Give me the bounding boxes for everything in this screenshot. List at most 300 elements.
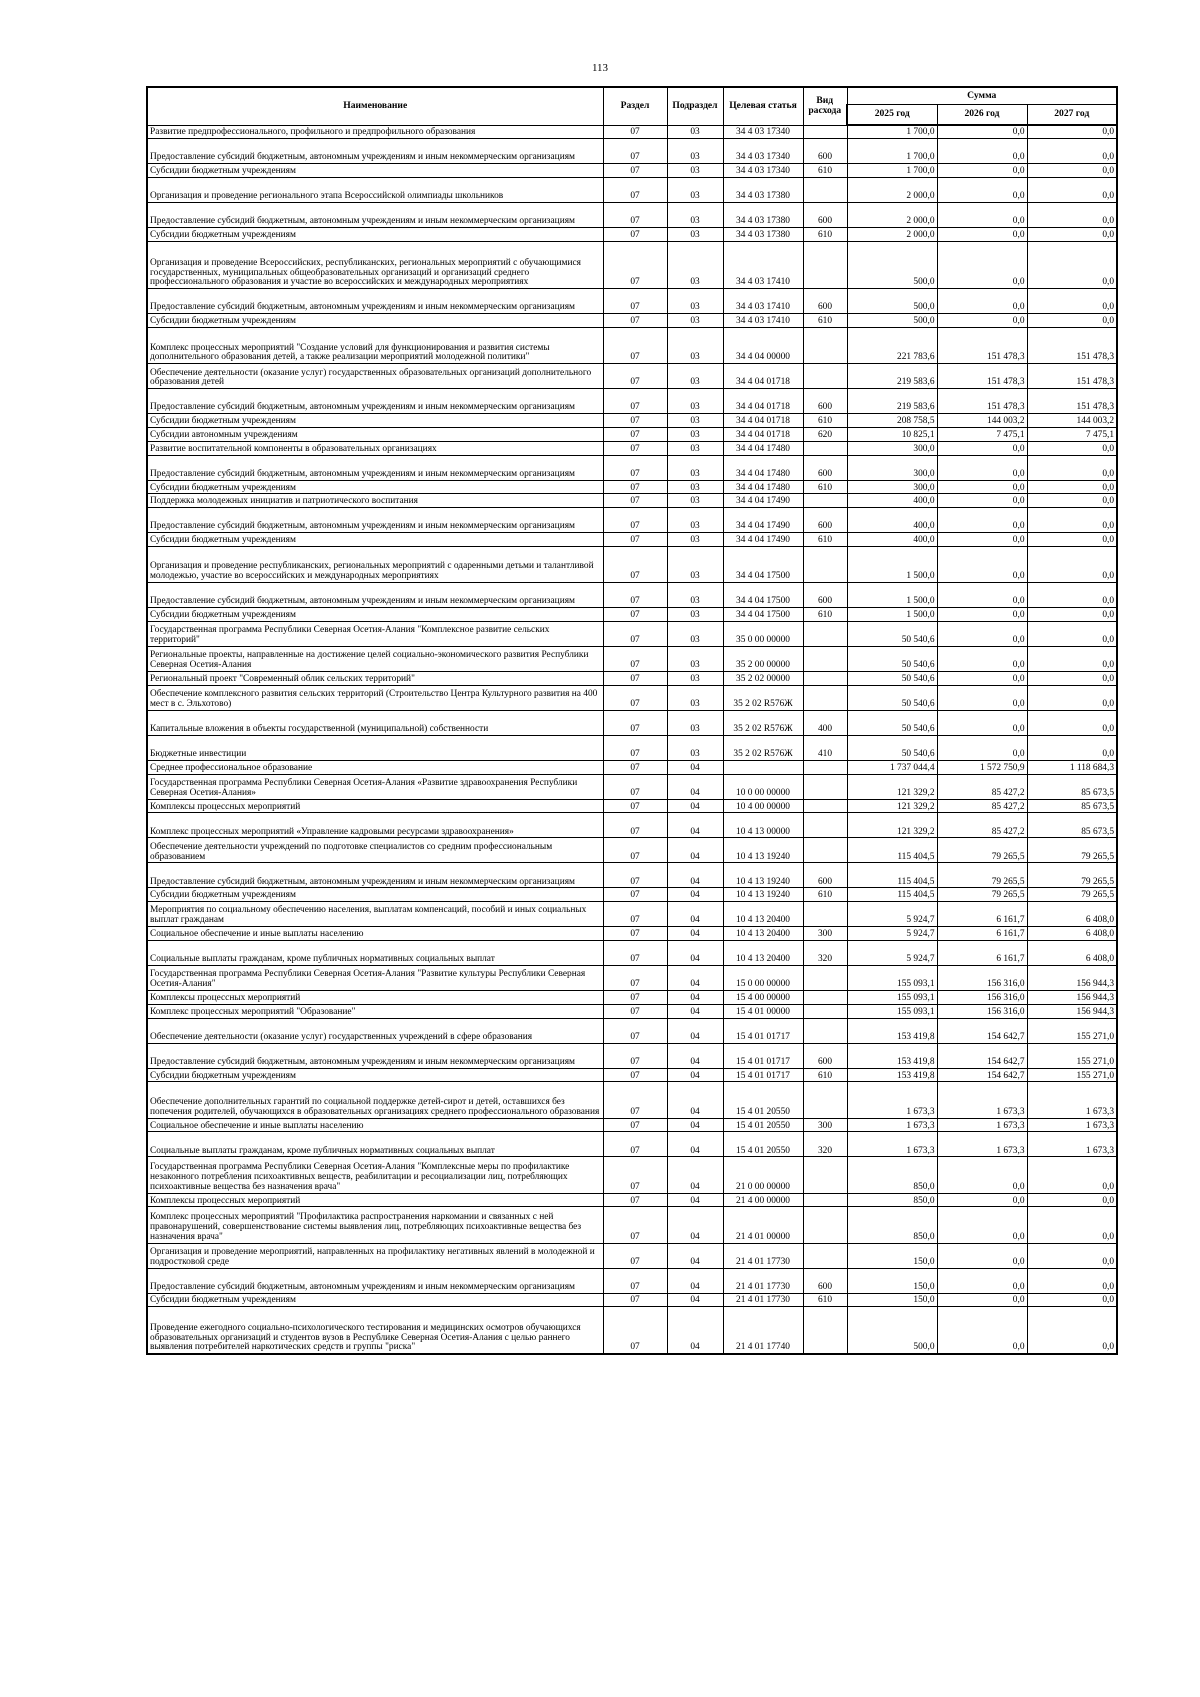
row-section-cell: 07 xyxy=(603,608,667,622)
row-subsection-cell: 03 xyxy=(667,328,723,364)
row-section-cell: 07 xyxy=(603,1193,667,1207)
row-section-cell: 07 xyxy=(603,1157,667,1193)
row-name-cell: Предоставление субсидий бюджетным, автономным учреждениям и иным некоммерческим организациям xyxy=(147,455,603,480)
table-row xyxy=(147,1004,1117,1018)
row-2025-cell: 5 924,7 xyxy=(847,927,937,941)
row-target-article-cell: 34 4 04 17500 xyxy=(723,583,803,608)
row-2026-cell: 0,0 xyxy=(937,1243,1027,1268)
row-2027-cell: 1 673,3 xyxy=(1027,1132,1117,1157)
row-section-cell: 07 xyxy=(603,364,667,389)
row-expense-type-cell xyxy=(803,622,847,647)
row-2025-cell: 400,0 xyxy=(847,494,937,508)
row-2027-cell: 0,0 xyxy=(1027,455,1117,480)
row-subsection-cell: 04 xyxy=(667,813,723,838)
table-row xyxy=(147,774,1117,799)
row-subsection-cell: 03 xyxy=(667,672,723,686)
row-2025-cell: 10 825,1 xyxy=(847,428,937,442)
row-name-cell: Проведение ежегодного социально-психологического тестирования и медицинских осмотров обучающихся образовательных организаций и студентов вузов в Республике Северная Осетия-Алания с целью раннего выявления потребителей наркотических средств и группы "риска" xyxy=(147,1307,603,1354)
row-2026-cell: 6 161,7 xyxy=(937,941,1027,966)
table-row xyxy=(147,1207,1117,1243)
row-subsection-cell: 03 xyxy=(667,547,723,583)
row-2025-cell: 219 583,6 xyxy=(847,364,937,389)
row-2026-cell: 156 316,0 xyxy=(937,966,1027,991)
row-section-cell: 07 xyxy=(603,760,667,774)
row-section-cell: 07 xyxy=(603,533,667,547)
row-section-cell: 07 xyxy=(603,1307,667,1354)
row-name-cell: Предоставление субсидий бюджетным, автономным учреждениям и иным некоммерческим организациям xyxy=(147,139,603,164)
row-2027-cell: 156 944,3 xyxy=(1027,991,1117,1005)
row-expense-type-cell xyxy=(803,1004,847,1018)
row-name-cell: Субсидии бюджетным учреждениям xyxy=(147,480,603,494)
row-subsection-cell: 03 xyxy=(667,480,723,494)
row-subsection-cell: 03 xyxy=(667,685,723,710)
row-name-cell: Организация и проведение мероприятий, направленных на профилактику негативных явлений в молодежной и подростковой среде xyxy=(147,1243,603,1268)
row-name-cell: Субсидии бюджетным учреждениям xyxy=(147,1068,603,1082)
table-row xyxy=(147,863,1117,888)
row-2027-cell: 0,0 xyxy=(1027,228,1117,242)
table-row xyxy=(147,685,1117,710)
row-name-cell: Предоставление субсидий бюджетным, автономным учреждениям и иным некоммерческим организациям xyxy=(147,289,603,314)
row-2025-cell: 1 500,0 xyxy=(847,608,937,622)
row-2026-cell: 0,0 xyxy=(937,1157,1027,1193)
row-2026-cell: 154 642,7 xyxy=(937,1068,1027,1082)
row-2025-cell: 153 419,8 xyxy=(847,1043,937,1068)
row-target-article-cell: 15 4 01 00000 xyxy=(723,1004,803,1018)
row-subsection-cell: 04 xyxy=(667,1193,723,1207)
row-expense-type-cell: 610 xyxy=(803,888,847,902)
row-2026-cell: 0,0 xyxy=(937,455,1027,480)
row-section-cell: 07 xyxy=(603,203,667,228)
row-2026-cell: 79 265,5 xyxy=(937,838,1027,863)
row-2027-cell: 0,0 xyxy=(1027,241,1117,288)
row-subsection-cell: 03 xyxy=(667,228,723,242)
row-2027-cell: 0,0 xyxy=(1027,1207,1117,1243)
row-subsection-cell: 03 xyxy=(667,647,723,672)
row-target-article-cell: 10 4 13 20400 xyxy=(723,902,803,927)
row-subsection-cell: 04 xyxy=(667,1018,723,1043)
row-target-article-cell: 10 4 13 00000 xyxy=(723,813,803,838)
table-row xyxy=(147,241,1117,288)
row-target-article-cell: 15 4 01 20550 xyxy=(723,1118,803,1132)
row-section-cell: 07 xyxy=(603,710,667,735)
row-section-cell: 07 xyxy=(603,164,667,178)
header-2025: 2025 год xyxy=(847,105,937,126)
row-name-cell: Предоставление субсидий бюджетным, автономным учреждениям и иным некоммерческим организациям xyxy=(147,863,603,888)
row-target-article-cell xyxy=(723,760,803,774)
row-section-cell: 07 xyxy=(603,583,667,608)
row-target-article-cell: 34 4 04 17480 xyxy=(723,441,803,455)
row-2026-cell: 0,0 xyxy=(937,710,1027,735)
row-section-cell: 07 xyxy=(603,927,667,941)
row-2027-cell: 0,0 xyxy=(1027,480,1117,494)
row-subsection-cell: 03 xyxy=(667,428,723,442)
row-subsection-cell: 04 xyxy=(667,888,723,902)
row-2025-cell: 500,0 xyxy=(847,241,937,288)
row-2025-cell: 1 700,0 xyxy=(847,125,937,139)
row-2026-cell: 0,0 xyxy=(937,1193,1027,1207)
row-2027-cell: 0,0 xyxy=(1027,1268,1117,1293)
row-2026-cell: 0,0 xyxy=(937,441,1027,455)
row-name-cell: Государственная программа Республики Северная Осетия-Алания "Комплексное развитие сельских территорий" xyxy=(147,622,603,647)
row-2026-cell: 0,0 xyxy=(937,125,1027,139)
row-expense-type-cell xyxy=(803,364,847,389)
row-name-cell: Предоставление субсидий бюджетным, автономным учреждениям и иным некоммерческим организациям xyxy=(147,203,603,228)
row-expense-type-cell: 400 xyxy=(803,710,847,735)
row-expense-type-cell xyxy=(803,494,847,508)
row-expense-type-cell xyxy=(803,547,847,583)
row-2027-cell: 0,0 xyxy=(1027,314,1117,328)
row-2027-cell: 6 408,0 xyxy=(1027,902,1117,927)
row-subsection-cell: 04 xyxy=(667,863,723,888)
row-target-article-cell: 34 4 03 17340 xyxy=(723,164,803,178)
row-section-cell: 07 xyxy=(603,1068,667,1082)
row-target-article-cell: 21 4 01 17730 xyxy=(723,1243,803,1268)
row-2027-cell: 156 944,3 xyxy=(1027,1004,1117,1018)
row-2025-cell: 2 000,0 xyxy=(847,203,937,228)
header-name: Наименование xyxy=(147,87,603,125)
row-expense-type-cell xyxy=(803,672,847,686)
table-row xyxy=(147,608,1117,622)
row-expense-type-cell xyxy=(803,1157,847,1193)
row-section-cell: 07 xyxy=(603,389,667,414)
row-2026-cell: 0,0 xyxy=(937,647,1027,672)
row-2026-cell: 7 475,1 xyxy=(937,428,1027,442)
row-2027-cell: 155 271,0 xyxy=(1027,1018,1117,1043)
row-expense-type-cell xyxy=(803,1018,847,1043)
header-section: Раздел xyxy=(603,87,667,125)
row-section-cell: 07 xyxy=(603,813,667,838)
table-row xyxy=(147,228,1117,242)
row-expense-type-cell: 620 xyxy=(803,428,847,442)
row-target-article-cell: 34 4 03 17410 xyxy=(723,241,803,288)
row-name-cell: Поддержка молодежных инициатив и патриотического воспитания xyxy=(147,494,603,508)
row-2026-cell: 0,0 xyxy=(937,685,1027,710)
row-expense-type-cell xyxy=(803,838,847,863)
header-2027: 2027 год xyxy=(1027,105,1117,126)
row-2025-cell: 1 673,3 xyxy=(847,1118,937,1132)
row-subsection-cell: 03 xyxy=(667,364,723,389)
row-name-cell: Обеспечение деятельности (оказание услуг) государственных учреждений в сфере образования xyxy=(147,1018,603,1043)
row-2025-cell: 50 540,6 xyxy=(847,710,937,735)
row-2027-cell: 6 408,0 xyxy=(1027,927,1117,941)
row-subsection-cell: 04 xyxy=(667,1132,723,1157)
row-subsection-cell: 03 xyxy=(667,622,723,647)
table-row xyxy=(147,480,1117,494)
row-name-cell: Бюджетные инвестиции xyxy=(147,735,603,760)
row-expense-type-cell xyxy=(803,685,847,710)
row-2025-cell: 50 540,6 xyxy=(847,685,937,710)
row-2027-cell: 0,0 xyxy=(1027,139,1117,164)
row-subsection-cell: 04 xyxy=(667,1043,723,1068)
row-section-cell: 07 xyxy=(603,799,667,813)
row-section-cell: 07 xyxy=(603,685,667,710)
row-expense-type-cell: 600 xyxy=(803,289,847,314)
row-2027-cell: 1 118 684,3 xyxy=(1027,760,1117,774)
row-2026-cell: 1 673,3 xyxy=(937,1082,1027,1118)
row-2025-cell: 5 924,7 xyxy=(847,902,937,927)
row-name-cell: Региональные проекты, направленные на достижение целей социально-экономического развития Республики Северная Осетия-Алания xyxy=(147,647,603,672)
row-2026-cell: 0,0 xyxy=(937,533,1027,547)
row-2025-cell: 121 329,2 xyxy=(847,774,937,799)
row-name-cell: Субсидии бюджетным учреждениям xyxy=(147,314,603,328)
row-2026-cell: 0,0 xyxy=(937,583,1027,608)
row-2025-cell: 115 404,5 xyxy=(847,838,937,863)
table-row xyxy=(147,1118,1117,1132)
row-name-cell: Комплексы процессных мероприятий xyxy=(147,991,603,1005)
row-target-article-cell: 10 0 00 00000 xyxy=(723,774,803,799)
table-row xyxy=(147,941,1117,966)
row-name-cell: Комплекс процессных мероприятий "Профилактика распространения наркомании и связанных с ней правонарушений, совершенствование системы выявления лиц, потребляющих психоактивные вещества без назначения врача" xyxy=(147,1207,603,1243)
row-expense-type-cell xyxy=(803,813,847,838)
row-2026-cell: 79 265,5 xyxy=(937,863,1027,888)
table-row xyxy=(147,125,1117,139)
row-2025-cell: 153 419,8 xyxy=(847,1018,937,1043)
row-subsection-cell: 03 xyxy=(667,494,723,508)
table-row xyxy=(147,647,1117,672)
row-name-cell: Капитальные вложения в объекты государственной (муниципальной) собственности xyxy=(147,710,603,735)
row-section-cell: 07 xyxy=(603,1018,667,1043)
row-section-cell: 07 xyxy=(603,838,667,863)
row-name-cell: Развитие воспитательной компоненты в образовательных организациях xyxy=(147,441,603,455)
row-2027-cell: 0,0 xyxy=(1027,1243,1117,1268)
table-row xyxy=(147,364,1117,389)
table-row xyxy=(147,328,1117,364)
row-name-cell: Обеспечение дополнительных гарантий по социальной поддержке детей-сирот и детей, оставшихся без попечения родителей, обучающихся в образовательных организациях среднего профессионального образования xyxy=(147,1082,603,1118)
header-subsection: Подраздел xyxy=(667,87,723,125)
row-2027-cell: 0,0 xyxy=(1027,203,1117,228)
row-expense-type-cell xyxy=(803,799,847,813)
row-subsection-cell: 03 xyxy=(667,455,723,480)
row-subsection-cell: 04 xyxy=(667,966,723,991)
row-2025-cell: 155 093,1 xyxy=(847,991,937,1005)
row-2026-cell: 151 478,3 xyxy=(937,328,1027,364)
row-name-cell: Социальное обеспечение и иные выплаты населению xyxy=(147,927,603,941)
row-2025-cell: 155 093,1 xyxy=(847,966,937,991)
row-name-cell: Организация и проведение республиканских, региональных мероприятий с одаренными детьми и талантливой молодежью, участие во всероссийских и международных мероприятиях xyxy=(147,547,603,583)
row-subsection-cell: 03 xyxy=(667,508,723,533)
row-name-cell: Предоставление субсидий бюджетным, автономным учреждениям и иным некоммерческим организациям xyxy=(147,508,603,533)
row-2025-cell: 115 404,5 xyxy=(847,863,937,888)
row-section-cell: 07 xyxy=(603,735,667,760)
header-sum: Сумма xyxy=(847,87,1117,105)
row-2027-cell: 1 673,3 xyxy=(1027,1118,1117,1132)
row-expense-type-cell: 610 xyxy=(803,414,847,428)
row-2026-cell: 6 161,7 xyxy=(937,902,1027,927)
row-target-article-cell: 35 0 00 00000 xyxy=(723,622,803,647)
table-row xyxy=(147,799,1117,813)
row-2027-cell: 0,0 xyxy=(1027,1193,1117,1207)
row-subsection-cell: 03 xyxy=(667,139,723,164)
row-2026-cell: 0,0 xyxy=(937,622,1027,647)
row-target-article-cell: 21 4 01 17740 xyxy=(723,1307,803,1354)
row-subsection-cell: 04 xyxy=(667,1307,723,1354)
row-2025-cell: 1 673,3 xyxy=(847,1132,937,1157)
row-expense-type-cell xyxy=(803,991,847,1005)
row-2027-cell: 79 265,5 xyxy=(1027,888,1117,902)
row-section-cell: 07 xyxy=(603,547,667,583)
row-2025-cell: 150,0 xyxy=(847,1268,937,1293)
row-expense-type-cell: 610 xyxy=(803,480,847,494)
budget-table xyxy=(146,86,1118,1355)
row-2026-cell: 156 316,0 xyxy=(937,991,1027,1005)
row-section-cell: 07 xyxy=(603,494,667,508)
row-subsection-cell: 04 xyxy=(667,991,723,1005)
row-target-article-cell: 34 4 03 17380 xyxy=(723,178,803,203)
table-row xyxy=(147,1307,1117,1354)
row-section-cell: 07 xyxy=(603,178,667,203)
row-2026-cell: 0,0 xyxy=(937,1207,1027,1243)
row-2027-cell: 0,0 xyxy=(1027,178,1117,203)
row-2025-cell: 2 000,0 xyxy=(847,178,937,203)
table-row xyxy=(147,203,1117,228)
row-subsection-cell: 04 xyxy=(667,1157,723,1193)
row-2025-cell: 1 673,3 xyxy=(847,1082,937,1118)
page-number: 113 xyxy=(591,62,609,74)
row-target-article-cell: 10 4 13 19240 xyxy=(723,863,803,888)
row-name-cell: Региональный проект "Современный облик сельских территорий" xyxy=(147,672,603,686)
row-2026-cell: 85 427,2 xyxy=(937,799,1027,813)
row-expense-type-cell: 410 xyxy=(803,735,847,760)
row-2025-cell: 150,0 xyxy=(847,1293,937,1307)
row-2026-cell: 0,0 xyxy=(937,672,1027,686)
row-2025-cell: 50 540,6 xyxy=(847,647,937,672)
row-expense-type-cell xyxy=(803,966,847,991)
row-2027-cell: 85 673,5 xyxy=(1027,813,1117,838)
row-2027-cell: 0,0 xyxy=(1027,672,1117,686)
row-subsection-cell: 04 xyxy=(667,799,723,813)
row-2027-cell: 0,0 xyxy=(1027,441,1117,455)
table-row xyxy=(147,813,1117,838)
row-2027-cell: 0,0 xyxy=(1027,622,1117,647)
row-2025-cell: 5 924,7 xyxy=(847,941,937,966)
row-2025-cell: 121 329,2 xyxy=(847,799,937,813)
row-target-article-cell: 15 4 01 20550 xyxy=(723,1082,803,1118)
table-row xyxy=(147,735,1117,760)
row-2025-cell: 1 700,0 xyxy=(847,139,937,164)
row-section-cell: 07 xyxy=(603,480,667,494)
row-target-article-cell: 35 2 02 R576Ж xyxy=(723,735,803,760)
row-name-cell: Комплексы процессных мероприятий xyxy=(147,1193,603,1207)
row-section-cell: 07 xyxy=(603,414,667,428)
table-row xyxy=(147,164,1117,178)
row-expense-type-cell: 600 xyxy=(803,583,847,608)
row-expense-type-cell: 610 xyxy=(803,533,847,547)
table-row xyxy=(147,547,1117,583)
table-row xyxy=(147,1043,1117,1068)
table-row xyxy=(147,1243,1117,1268)
row-target-article-cell: 34 4 04 00000 xyxy=(723,328,803,364)
row-subsection-cell: 03 xyxy=(667,164,723,178)
header-target-article: Целевая статья xyxy=(723,87,803,125)
row-expense-type-cell: 600 xyxy=(803,389,847,414)
row-2027-cell: 0,0 xyxy=(1027,583,1117,608)
row-section-cell: 07 xyxy=(603,314,667,328)
row-2027-cell: 85 673,5 xyxy=(1027,799,1117,813)
row-target-article-cell: 35 2 00 00000 xyxy=(723,647,803,672)
row-target-article-cell: 34 4 04 17490 xyxy=(723,494,803,508)
row-section-cell: 07 xyxy=(603,1043,667,1068)
row-target-article-cell: 34 4 04 17480 xyxy=(723,455,803,480)
row-2026-cell: 0,0 xyxy=(937,289,1027,314)
row-target-article-cell: 35 2 02 R576Ж xyxy=(723,710,803,735)
row-subsection-cell: 04 xyxy=(667,941,723,966)
row-expense-type-cell: 320 xyxy=(803,1132,847,1157)
row-section-cell: 07 xyxy=(603,328,667,364)
table-row xyxy=(147,1268,1117,1293)
table-row xyxy=(147,533,1117,547)
row-section-cell: 07 xyxy=(603,1243,667,1268)
table-row xyxy=(147,441,1117,455)
row-name-cell: Среднее профессиональное образование xyxy=(147,760,603,774)
row-2025-cell: 221 783,6 xyxy=(847,328,937,364)
table-row xyxy=(147,583,1117,608)
row-expense-type-cell xyxy=(803,1193,847,1207)
row-expense-type-cell: 600 xyxy=(803,508,847,533)
table-row xyxy=(147,927,1117,941)
row-target-article-cell: 10 4 13 19240 xyxy=(723,838,803,863)
row-name-cell: Предоставление субсидий бюджетным, автономным учреждениям и иным некоммерческим организациям xyxy=(147,1268,603,1293)
row-target-article-cell: 34 4 04 01718 xyxy=(723,364,803,389)
row-2026-cell: 0,0 xyxy=(937,1293,1027,1307)
table-row xyxy=(147,1068,1117,1082)
row-target-article-cell: 34 4 04 17490 xyxy=(723,533,803,547)
row-target-article-cell: 34 4 03 17380 xyxy=(723,203,803,228)
row-target-article-cell: 10 4 00 00000 xyxy=(723,799,803,813)
row-name-cell: Социальные выплаты гражданам, кроме публичных нормативных социальных выплат xyxy=(147,941,603,966)
row-2027-cell: 0,0 xyxy=(1027,289,1117,314)
table-row xyxy=(147,902,1117,927)
row-section-cell: 07 xyxy=(603,139,667,164)
row-target-article-cell: 34 4 03 17380 xyxy=(723,228,803,242)
row-name-cell: Организация и проведение Всероссийских, республиканских, региональных мероприятий с обучающимися государственных, муниципальных общеобразовательных организаций и организаций среднего профессионального образования и участие во всероссийских и международных мероприятиях xyxy=(147,241,603,288)
table-row xyxy=(147,1018,1117,1043)
row-target-article-cell: 35 2 02 R576Ж xyxy=(723,685,803,710)
row-2027-cell: 0,0 xyxy=(1027,685,1117,710)
row-target-article-cell: 34 4 04 17500 xyxy=(723,547,803,583)
table-row xyxy=(147,966,1117,991)
row-2026-cell: 1 673,3 xyxy=(937,1132,1027,1157)
row-target-article-cell: 21 0 00 00000 xyxy=(723,1157,803,1193)
row-2027-cell: 0,0 xyxy=(1027,710,1117,735)
row-2025-cell: 400,0 xyxy=(847,508,937,533)
row-2027-cell: 0,0 xyxy=(1027,1293,1117,1307)
row-2026-cell: 0,0 xyxy=(937,1307,1027,1354)
row-2025-cell: 2 000,0 xyxy=(847,228,937,242)
row-section-cell: 07 xyxy=(603,1082,667,1118)
row-target-article-cell: 34 4 03 17340 xyxy=(723,139,803,164)
row-name-cell: Субсидии автономным учреждениям xyxy=(147,428,603,442)
row-subsection-cell: 03 xyxy=(667,389,723,414)
row-2026-cell: 0,0 xyxy=(937,547,1027,583)
row-name-cell: Предоставление субсидий бюджетным, автономным учреждениям и иным некоммерческим организациям xyxy=(147,1043,603,1068)
row-section-cell: 07 xyxy=(603,228,667,242)
row-section-cell: 07 xyxy=(603,1207,667,1243)
row-expense-type-cell xyxy=(803,241,847,288)
row-2026-cell: 0,0 xyxy=(937,164,1027,178)
row-name-cell: Предоставление субсидий бюджетным, автономным учреждениям и иным некоммерческим организациям xyxy=(147,389,603,414)
row-expense-type-cell xyxy=(803,647,847,672)
row-subsection-cell: 03 xyxy=(667,608,723,622)
row-target-article-cell: 34 4 04 17490 xyxy=(723,508,803,533)
row-expense-type-cell xyxy=(803,1207,847,1243)
table-row xyxy=(147,991,1117,1005)
row-2025-cell: 1 500,0 xyxy=(847,583,937,608)
row-section-cell: 07 xyxy=(603,289,667,314)
row-subsection-cell: 04 xyxy=(667,838,723,863)
row-2027-cell: 155 271,0 xyxy=(1027,1043,1117,1068)
row-2027-cell: 0,0 xyxy=(1027,608,1117,622)
table-row xyxy=(147,888,1117,902)
